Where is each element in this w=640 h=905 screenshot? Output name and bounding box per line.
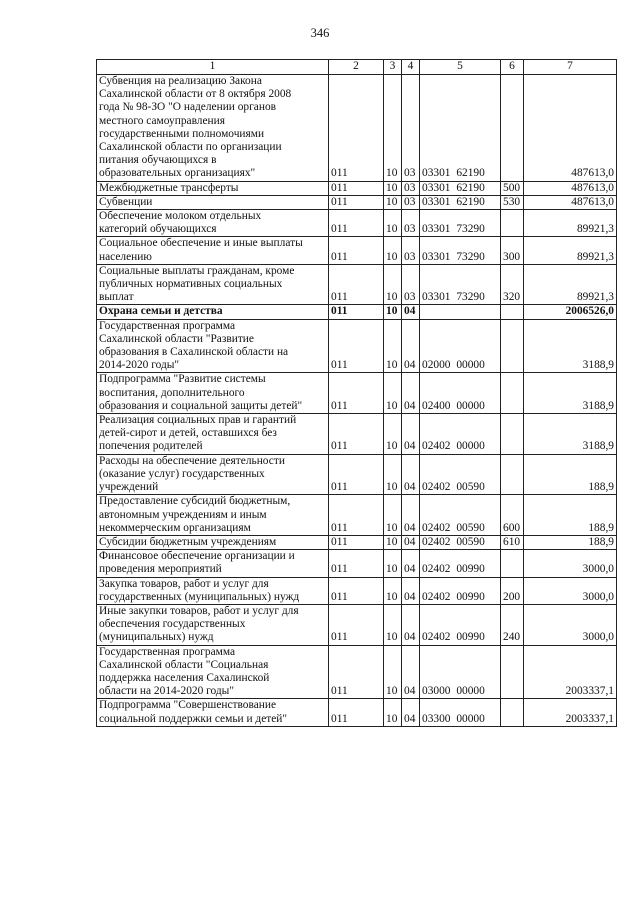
- row-description-text: Финансовое обеспечение организации и проведения мероприятий: [99, 550, 295, 576]
- row-description-text: Государственная программа Сахалинской области "Социальная поддержка населения Сахалинской области на 2014-2020 годы": [99, 645, 270, 698]
- subsection-code: 04: [402, 319, 420, 373]
- amount: 89921,3: [524, 264, 617, 305]
- expense-type-code: 500: [501, 181, 524, 195]
- row-description: [97, 181, 329, 195]
- table-row: [97, 305, 617, 319]
- subsection-code: 03: [402, 237, 420, 264]
- subsection-code: 04: [402, 699, 420, 726]
- expense-type-code: 600: [501, 495, 524, 536]
- target-article-code: 03300 00000: [420, 699, 501, 726]
- expense-type-code: [501, 210, 524, 237]
- expense-type-code: [501, 550, 524, 577]
- amount: 3000,0: [524, 577, 617, 604]
- ministry-code: 011: [329, 195, 384, 209]
- expense-type-code: [501, 414, 524, 455]
- amount: 3188,9: [524, 414, 617, 455]
- section-code: 10: [384, 454, 402, 495]
- section-code: 10: [384, 495, 402, 536]
- table-row: [97, 550, 617, 577]
- subsection-code: 04: [402, 550, 420, 577]
- target-article-code: 03301 73290: [420, 264, 501, 305]
- ministry-code: 011: [329, 237, 384, 264]
- amount: 487613,0: [524, 181, 617, 195]
- expense-type-code: 200: [501, 577, 524, 604]
- amount: 3000,0: [524, 550, 617, 577]
- column-header: 7: [524, 60, 617, 75]
- ministry-code: 011: [329, 305, 384, 319]
- section-code: 10: [384, 550, 402, 577]
- target-article-code: 02402 00000: [420, 414, 501, 455]
- target-article-code: 02000 00000: [420, 319, 501, 373]
- table-row: [97, 373, 617, 414]
- row-description-text: Государственная программа Сахалинской области "Развитие образования в Сахалинской области на 2014-2020 годы": [99, 319, 289, 372]
- amount: 487613,0: [524, 195, 617, 209]
- row-description: [97, 210, 329, 237]
- table-row: [97, 535, 617, 549]
- amount: 487613,0: [524, 75, 617, 182]
- ministry-code: 011: [329, 454, 384, 495]
- ministry-code: 011: [329, 535, 384, 549]
- ministry-code: 011: [329, 550, 384, 577]
- row-description: [97, 373, 329, 414]
- amount: 188,9: [524, 454, 617, 495]
- ministry-code: 011: [329, 75, 384, 182]
- ministry-code: 011: [329, 699, 384, 726]
- ministry-code: 011: [329, 264, 384, 305]
- target-article-code: 03301 62190: [420, 181, 501, 195]
- subsection-code: 04: [402, 454, 420, 495]
- row-description: [97, 454, 329, 495]
- expense-type-code: [501, 373, 524, 414]
- expense-type-code: 240: [501, 604, 524, 645]
- table-row: [97, 210, 617, 237]
- target-article-code: 03000 00000: [420, 645, 501, 699]
- row-description: [97, 195, 329, 209]
- target-article-code: 03301 62190: [420, 75, 501, 182]
- amount: 3188,9: [524, 373, 617, 414]
- column-header: 5: [420, 60, 501, 75]
- ministry-code: 011: [329, 604, 384, 645]
- expense-type-code: 610: [501, 535, 524, 549]
- row-description: [97, 535, 329, 549]
- row-description: [97, 264, 329, 305]
- expense-type-code: [501, 454, 524, 495]
- ministry-code: 011: [329, 414, 384, 455]
- ministry-code: 011: [329, 495, 384, 536]
- target-article-code: 03301 73290: [420, 237, 501, 264]
- section-code: 10: [384, 577, 402, 604]
- section-code: 10: [384, 264, 402, 305]
- row-description-text: Охрана семьи и детства: [99, 305, 223, 318]
- table-row: [97, 75, 617, 182]
- amount: 2003337,1: [524, 645, 617, 699]
- amount: 2003337,1: [524, 699, 617, 726]
- table-row: [97, 195, 617, 209]
- ministry-code: 011: [329, 645, 384, 699]
- table-row: [97, 454, 617, 495]
- amount: 2006526,0: [524, 305, 617, 319]
- target-article-code: 02402 00590: [420, 535, 501, 549]
- row-description: [97, 319, 329, 373]
- row-description: [97, 305, 329, 319]
- target-article-code: 02402 00990: [420, 550, 501, 577]
- row-description: [97, 495, 329, 536]
- subsection-code: 04: [402, 604, 420, 645]
- section-code: 10: [384, 604, 402, 645]
- ministry-code: 011: [329, 319, 384, 373]
- row-description: [97, 414, 329, 455]
- target-article-code: 02402 00990: [420, 577, 501, 604]
- section-code: 10: [384, 195, 402, 209]
- row-description: [97, 577, 329, 604]
- section-code: 10: [384, 181, 402, 195]
- table-row: [97, 414, 617, 455]
- section-code: 10: [384, 645, 402, 699]
- row-description-text: Иные закупки товаров, работ и услуг для обеспечения государственных (муниципальных) нужд: [99, 604, 299, 644]
- subsection-code: 04: [402, 577, 420, 604]
- expense-type-code: 300: [501, 237, 524, 264]
- target-article-code: 02402 00990: [420, 604, 501, 645]
- target-article-code: 02402 00590: [420, 454, 501, 495]
- row-description-text: Подпрограмма "Развитие системы воспитания, дополнительного образования и социальной защиты детей": [99, 373, 303, 412]
- section-code: 10: [384, 319, 402, 373]
- section-code: 10: [384, 210, 402, 237]
- column-number-header-row: [97, 60, 617, 75]
- row-description-text: Межбюджетные трансферты: [99, 181, 239, 194]
- row-description-text: Предоставление субсидий бюджетным, автономным учреждениям и иным некоммерческим организациям: [99, 495, 291, 534]
- amount: 188,9: [524, 495, 617, 536]
- amount: 3000,0: [524, 604, 617, 645]
- row-description-text: Подпрограмма "Совершенствование социальной поддержки семьи и детей": [99, 699, 288, 725]
- table-row: [97, 495, 617, 536]
- subsection-code: 04: [402, 495, 420, 536]
- row-description-text: Социальное обеспечение и иные выплаты населению: [99, 237, 303, 263]
- expense-type-code: 320: [501, 264, 524, 305]
- row-description-text: Реализация социальных прав и гарантий детей-сирот и детей, оставшихся без попечения родителей: [99, 414, 297, 453]
- row-description-text: Субсидии бюджетным учреждениям: [99, 535, 277, 548]
- subsection-code: 03: [402, 75, 420, 182]
- subsection-code: 03: [402, 195, 420, 209]
- row-description-text: Закупка товаров, работ и услуг для государственных (муниципальных) нужд: [99, 577, 300, 603]
- amount: 3188,9: [524, 319, 617, 373]
- expense-type-code: 530: [501, 195, 524, 209]
- target-article-code: 03301 73290: [420, 210, 501, 237]
- target-article-code: 02402 00590: [420, 495, 501, 536]
- target-article-code: 03301 62190: [420, 195, 501, 209]
- row-description: [97, 604, 329, 645]
- subsection-code: 04: [402, 373, 420, 414]
- table-row: [97, 699, 617, 726]
- expense-type-code: [501, 319, 524, 373]
- section-code: 10: [384, 699, 402, 726]
- row-description-text: Социальные выплаты гражданам, кроме публичных нормативных социальных выплат: [99, 264, 295, 304]
- subsection-code: 04: [402, 645, 420, 699]
- row-description-text: Субвенция на реализацию Закона Сахалинской области от 8 октября 2008 года № 98-ЗО "О наделении органов местного самоуправления государственными полномочиями Сахалинской области по организации питания обучающихся в образовательных организациях": [99, 75, 292, 180]
- expense-type-code: [501, 75, 524, 182]
- amount: 188,9: [524, 535, 617, 549]
- row-description: [97, 237, 329, 264]
- subsection-code: 04: [402, 305, 420, 319]
- table-row: [97, 319, 617, 373]
- column-header: 2: [329, 60, 384, 75]
- target-article-code: [420, 305, 501, 319]
- budget-table: [96, 59, 617, 727]
- ministry-code: 011: [329, 210, 384, 237]
- subsection-code: 03: [402, 181, 420, 195]
- subsection-code: 04: [402, 535, 420, 549]
- ministry-code: 011: [329, 373, 384, 414]
- section-code: 10: [384, 535, 402, 549]
- section-code: 10: [384, 75, 402, 182]
- table-row: [97, 645, 617, 699]
- subsection-code: 03: [402, 210, 420, 237]
- row-description-text: Субвенции: [99, 195, 153, 208]
- amount: 89921,3: [524, 210, 617, 237]
- expense-type-code: [501, 645, 524, 699]
- section-code: 10: [384, 373, 402, 414]
- column-header: 4: [402, 60, 420, 75]
- subsection-code: 03: [402, 264, 420, 305]
- table-row: [97, 181, 617, 195]
- subsection-code: 04: [402, 414, 420, 455]
- row-description: [97, 550, 329, 577]
- ministry-code: 011: [329, 181, 384, 195]
- row-description: [97, 645, 329, 699]
- section-code: 10: [384, 414, 402, 455]
- table-row: [97, 237, 617, 264]
- table-row: [97, 577, 617, 604]
- row-description-text: Обеспечение молоком отдельных категорий обучающихся: [99, 210, 262, 236]
- table-row: [97, 604, 617, 645]
- column-header: 1: [97, 60, 329, 75]
- table-body: [97, 75, 617, 727]
- row-description: [97, 699, 329, 726]
- target-article-code: 02400 00000: [420, 373, 501, 414]
- row-description: [97, 75, 329, 182]
- ministry-code: 011: [329, 577, 384, 604]
- column-header: 3: [384, 60, 402, 75]
- amount: 89921,3: [524, 237, 617, 264]
- section-code: 10: [384, 305, 402, 319]
- row-description-text: Расходы на обеспечение деятельности (оказание услуг) государственных учреждений: [99, 454, 285, 494]
- column-header: 6: [501, 60, 524, 75]
- expense-type-code: [501, 305, 524, 319]
- table-row: [97, 264, 617, 305]
- expense-type-code: [501, 699, 524, 726]
- page-number: 346: [310, 26, 330, 40]
- section-code: 10: [384, 237, 402, 264]
